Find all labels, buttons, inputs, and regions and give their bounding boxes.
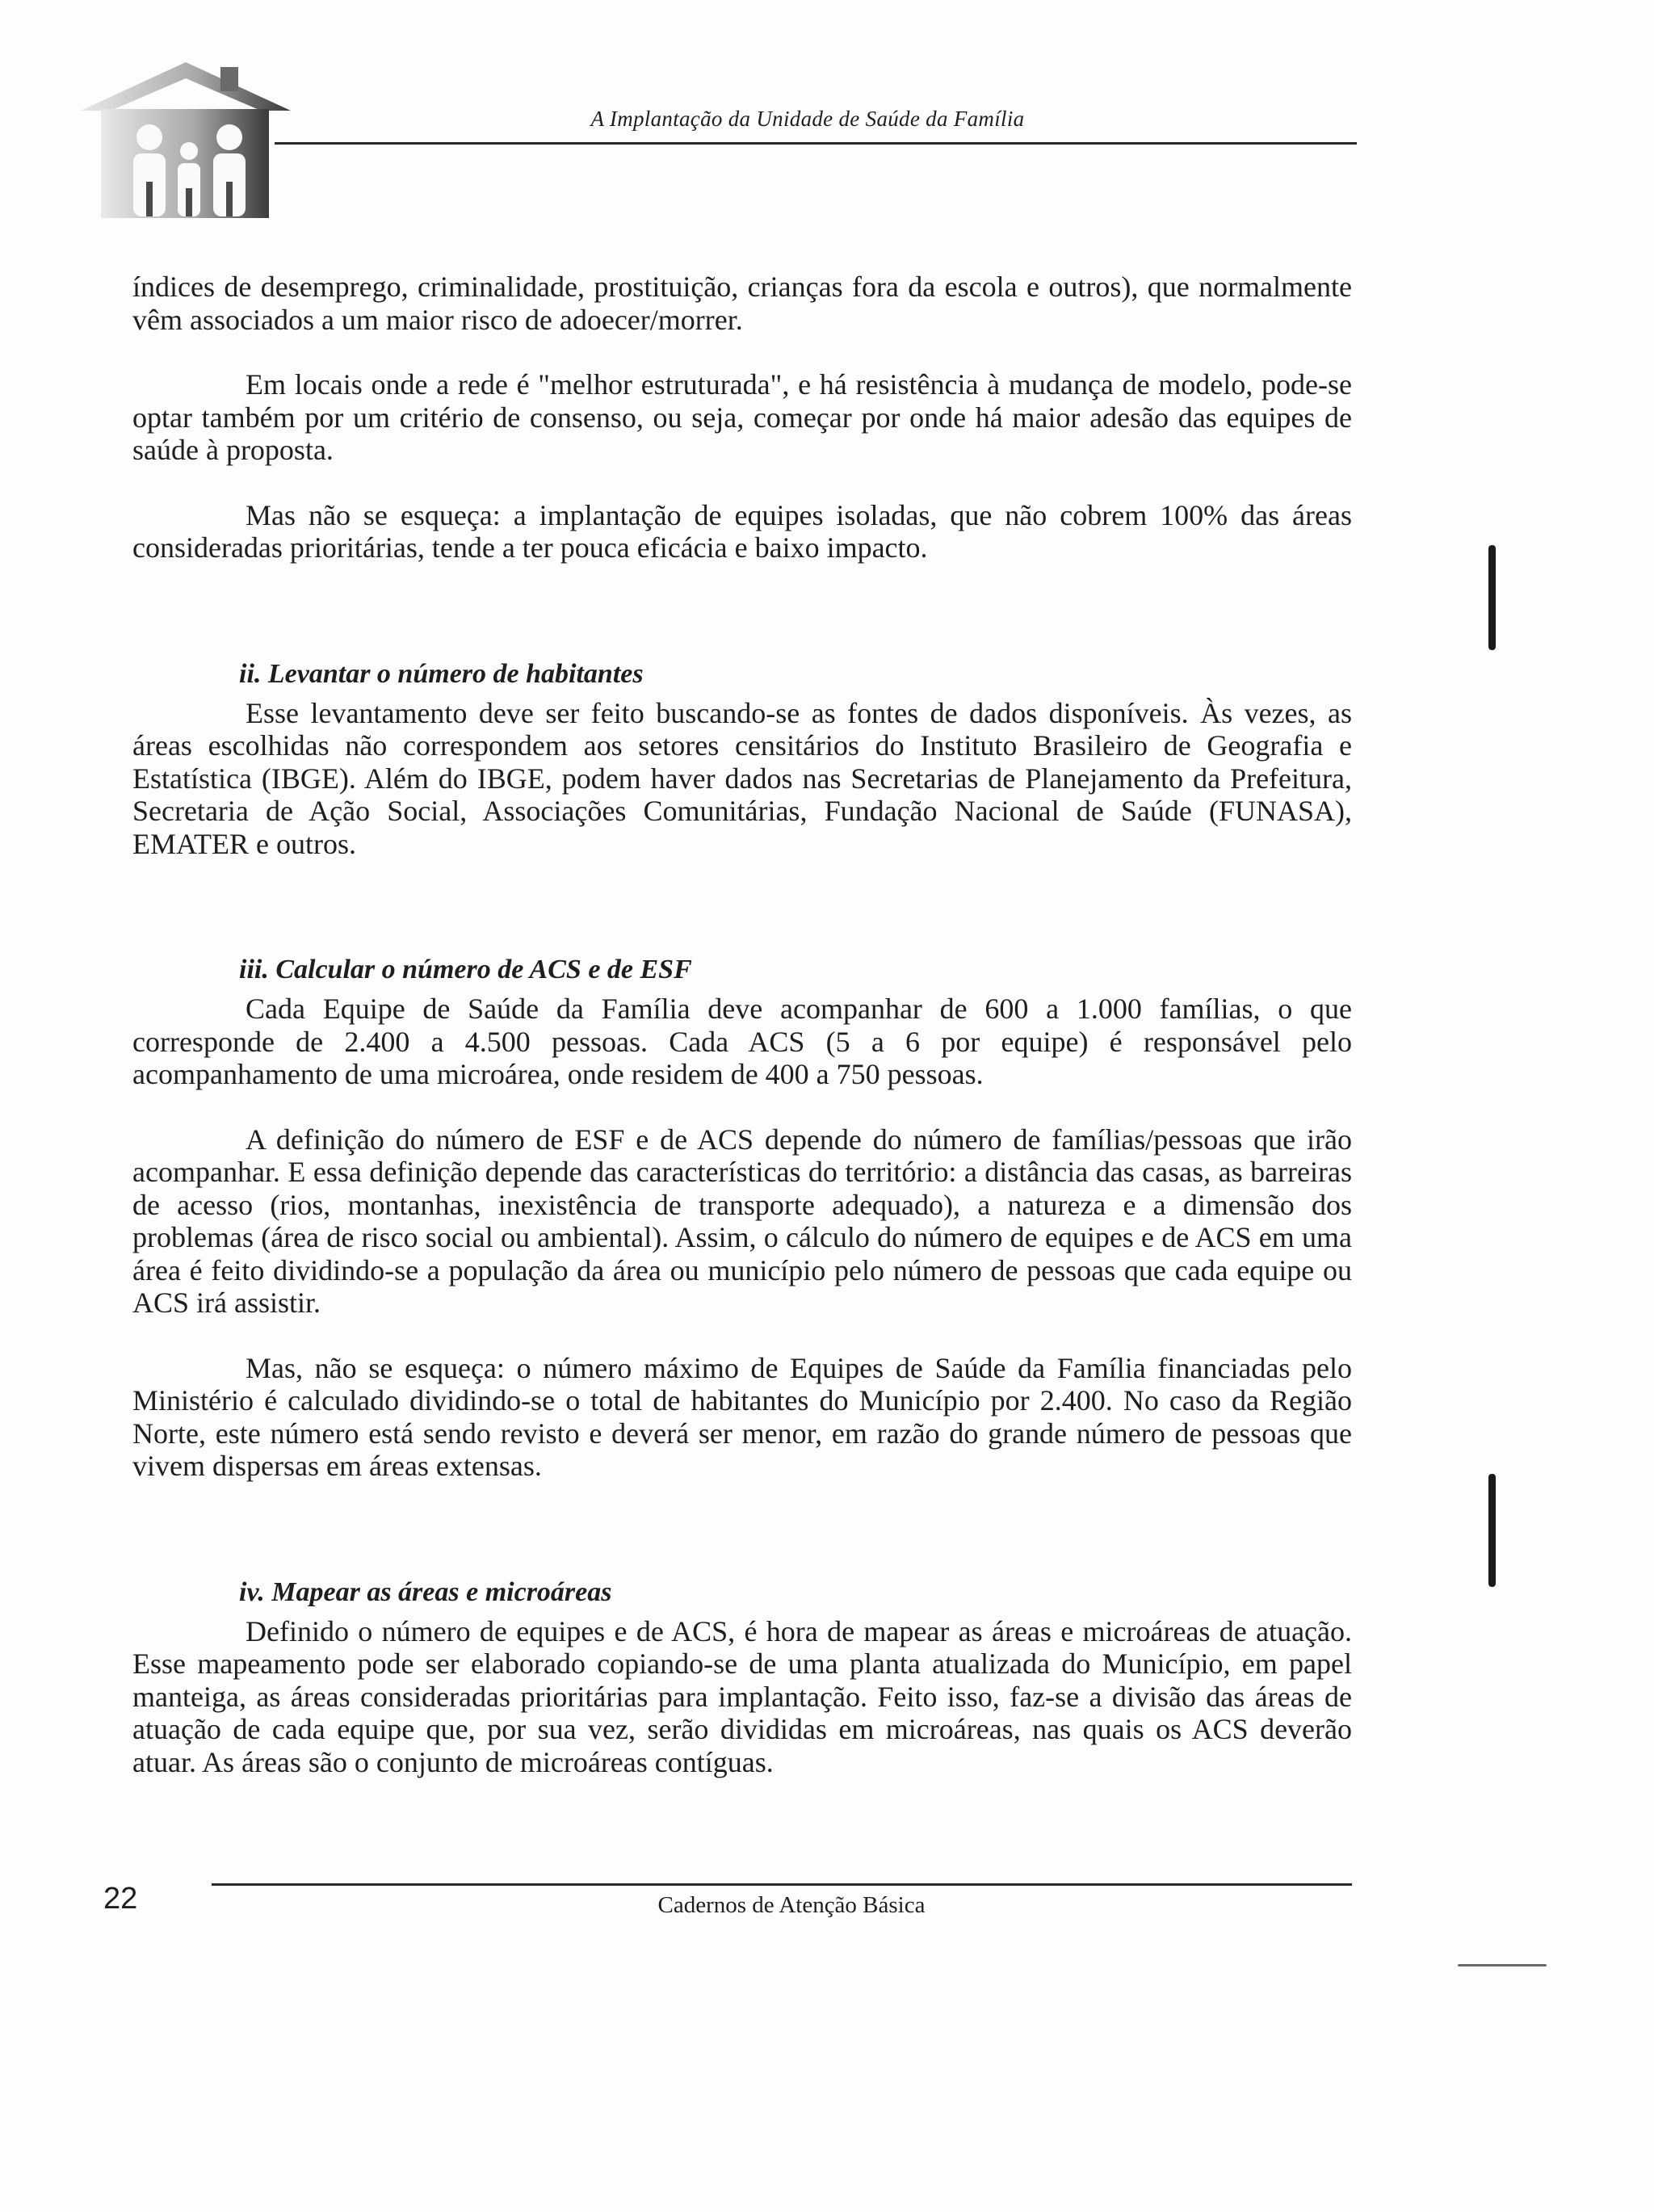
header-divider [275,142,1357,145]
document-body [132,271,1352,1811]
scan-mark [1488,1474,1496,1587]
paragraph: Em locais onde a rede é "melhor estruturada", e há resistência à mudança de modelo, pode-se optar também por um critério de consenso, ou seja, começar por onde há maior adesão das equipes de saúde à proposta. [132,368,1352,466]
paragraph: Esse levantamento deve ser feito buscando-se as fontes de dados disponíveis. Às vezes, as áreas escolhidas não correspondem aos setores censitários do Instituto Brasileiro de Geografia e Estatística (IBGE). Além do IBGE, podem haver dados nas Secretarias de Planejamento da Prefeitura, Secretaria de Ação Social, Associações Comunitárias, Fundação Nacional de Saúde (FUNASA), EMATER e outros. [132,696,1352,860]
footer-divider [212,1883,1352,1886]
footer-title: Cadernos de Atenção Básica [657,1892,926,1918]
running-header-title: A Implantação da Unidade de Saúde da Família [590,107,1025,131]
paragraph: Mas, não se esqueça: o número máximo de Equipes de Saúde da Família financiadas pelo Ministério é calculado dividindo-se o total de habitantes do Município por 2.400. No caso da Região Norte, este número está sendo revisto e deverá ser menor, em razão do grande número de pessoas que vivem dispersas em áreas extensas. [132,1351,1352,1482]
paragraph: Mas não se esqueça: a implantação de equipes isoladas, que não cobrem 100% das áreas consideradas prioritárias, tende a ter pouca eficácia e baixo impacto. [132,498,1352,564]
paragraph: Definido o número de equipes e de ACS, é hora de mapear as áreas e microáreas de atuação. Esse mapeamento pode ser elaborado copiando-se de uma planta atualizada do Município, em papel manteiga, as áreas consideradas prioritárias para implantação. Feito isso, faz-se a divisão das áreas de atuação de cada equipe que, por sua vez, serão divididas em microáreas, nas quais os ACS deverão atuar. As áreas são o conjunto de microáreas contíguas. [132,1614,1352,1778]
section-heading: iv. Mapear as áreas e microáreas [239,1576,612,1607]
paragraph: índices de desemprego, criminalidade, prostituição, crianças fora da escola e outros), que normalmente vêm associados a um maior risco de adoecer/morrer. [132,271,1352,336]
section-heading: ii. Levantar o número de habitantes [239,658,644,689]
page-number: 22 [103,1882,138,1916]
family-house-icon [77,61,295,222]
section-heading: iii. Calcular o número de ACS e de ESF [239,955,692,984]
scan-mark [1488,545,1496,650]
paragraph: Cada Equipe de Saúde da Família deve acompanhar de 600 a 1.000 famílias, o que corresponde de 2.400 a 4.500 pessoas. Cada ACS (5 a 6 por equipe) é responsável pelo acompanhamento de uma microárea, onde residem de 400 a 750 pessoas. [132,993,1352,1090]
paragraph: A definição do número de ESF e de ACS depende do número de famílias/pessoas que irão acompanhar. E essa definição depende das características do território: a distância das casas, as barreiras de acesso (rios, montanhas, inexistência de transporte adequado), a natureza e a dimensão dos problemas (área de risco social ou ambiental). Assim, o cálculo do número de equipes e de ACS em uma área é feito dividindo-se a população da área ou município pelo número de pessoas que cada equipe ou ACS irá assistir. [132,1123,1352,1319]
scan-mark [1458,1964,1547,1966]
